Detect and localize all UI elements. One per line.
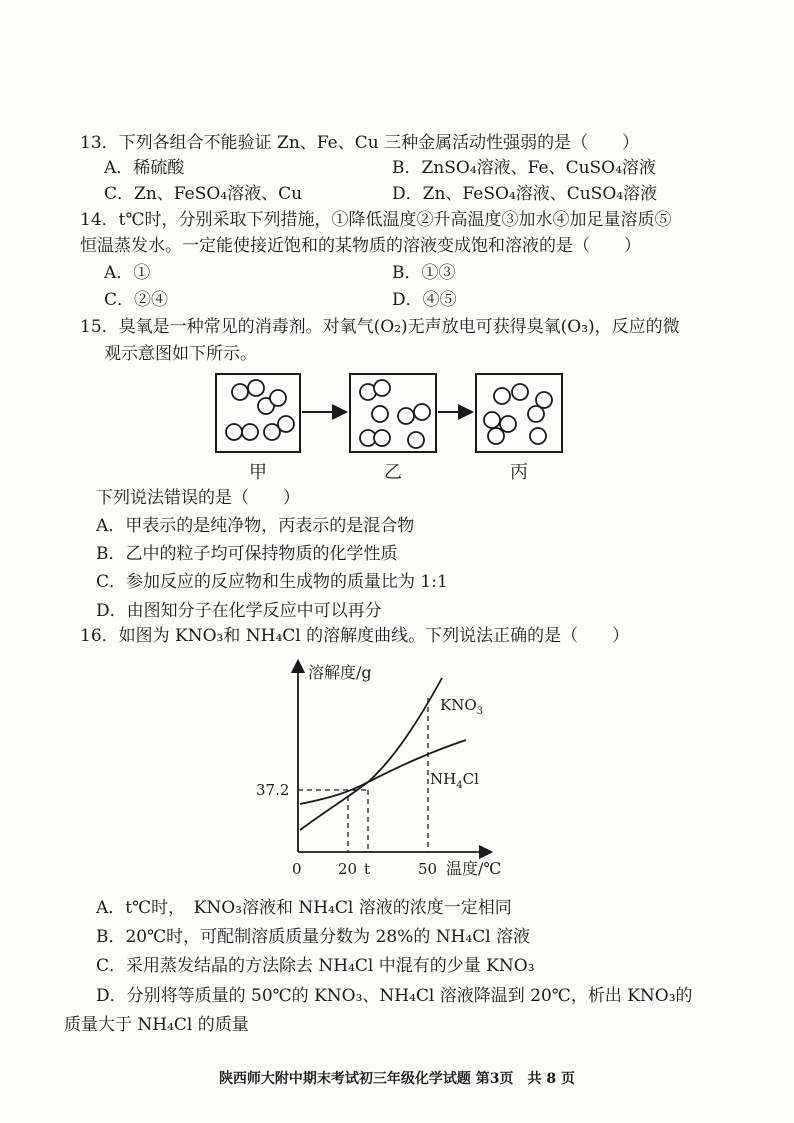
curve-kno3 bbox=[300, 678, 442, 830]
label-yi: 乙 bbox=[384, 462, 402, 483]
molecules-bing bbox=[484, 384, 552, 444]
q14-option-d: D．④⑤ bbox=[392, 290, 457, 310]
q16-option-c: C．采用蒸发结晶的方法除去 NH₄Cl 中混有的少量 KNO₃ bbox=[96, 956, 535, 976]
q14-option-a: A．① bbox=[104, 263, 151, 283]
q13-option-c: C．Zn、FeSO₄溶液、Cu bbox=[104, 184, 303, 204]
q16-option-d-line1: D．分别将等质量的 50℃的 KNO₃、NH₄Cl 溶液降温到 20℃，析出 KNO₃的 bbox=[96, 986, 693, 1006]
q14-option-c: C．②④ bbox=[104, 290, 169, 310]
q14-stem-line2: 恒温蒸发水。一定能使接近饱和的某物质的溶液变成饱和溶液的是（ ） bbox=[80, 236, 641, 256]
label-jia: 甲 bbox=[249, 462, 267, 483]
q16-option-d-line2: 质量大于 NH₄Cl 的质量 bbox=[64, 1015, 249, 1035]
solubility-chart bbox=[250, 658, 540, 886]
q14-stem-line1: 14．t℃时，分别采取下列措施，①降低温度②升高温度③加水④加足量溶质⑤ bbox=[80, 210, 672, 230]
page-footer: 陕西师大附中期末考试初三年级化学试题 第3页 共 8 页 bbox=[218, 1071, 576, 1087]
x-axis-label: 温度/℃ bbox=[446, 859, 502, 878]
q15-option-d: D．由图知分子在化学反应中可以再分 bbox=[96, 601, 382, 621]
x-tick-50: 50 bbox=[418, 860, 438, 878]
x-tick-0: 0 bbox=[292, 860, 302, 878]
molecules-jia bbox=[226, 380, 294, 440]
q15-option-b: B．乙中的粒子均可保持物质的化学性质 bbox=[96, 544, 398, 564]
label-bing: 丙 bbox=[510, 462, 528, 483]
reaction-diagram bbox=[210, 368, 590, 486]
x-tick-20: 20 bbox=[338, 860, 358, 878]
q15-stem-line1: 15．臭氧是一种常见的消毒剂。对氧气(O₂)无声放电可获得臭氧(O₃)，反应的微 bbox=[80, 317, 680, 337]
q13-option-b: B．ZnSO₄溶液、Fe、CuSO₄溶液 bbox=[392, 158, 656, 178]
series-label-kno3: $KNO_3$ bbox=[440, 696, 484, 717]
q16-option-a: A．t℃时， KNO₃溶液和 NH₄Cl 溶液的浓度一定相同 bbox=[96, 898, 512, 918]
y-tick-37-2: 37.2 bbox=[256, 781, 290, 799]
series-label-nh4cl: $NH_4Cl$ bbox=[430, 770, 479, 791]
molecules-yi bbox=[360, 380, 430, 448]
q14-option-b: B．①③ bbox=[392, 263, 456, 283]
q16-stem: 16．如图为 KNO₃和 NH₄Cl 的溶解度曲线。下列说法正确的是（ ） bbox=[80, 626, 630, 646]
q15-stem-line2: 观示意图如下所示。 bbox=[104, 344, 257, 364]
q16-option-b: B．20℃时，可配制溶质质量分数为 28%的 NH₄Cl 溶液 bbox=[96, 927, 531, 947]
q15-option-a: A．甲表示的是纯净物，丙表示的是混合物 bbox=[96, 516, 415, 536]
q15-prompt: 下列说法错误的是（ ） bbox=[96, 488, 300, 508]
q13-option-d: D．Zn、FeSO₄溶液、CuSO₄溶液 bbox=[392, 184, 658, 204]
q15-option-c: C．参加反应的反应物和生成物的质量比为 1:1 bbox=[96, 572, 448, 592]
q13-option-a: A．稀硫酸 bbox=[104, 158, 185, 178]
q13-stem: 13．下列各组合不能验证 Zn、Fe、Cu 三种金属活动性强弱的是（ ） bbox=[80, 133, 640, 153]
x-tick-t: t bbox=[364, 860, 371, 878]
y-axis-label: 溶解度/g bbox=[308, 663, 372, 682]
